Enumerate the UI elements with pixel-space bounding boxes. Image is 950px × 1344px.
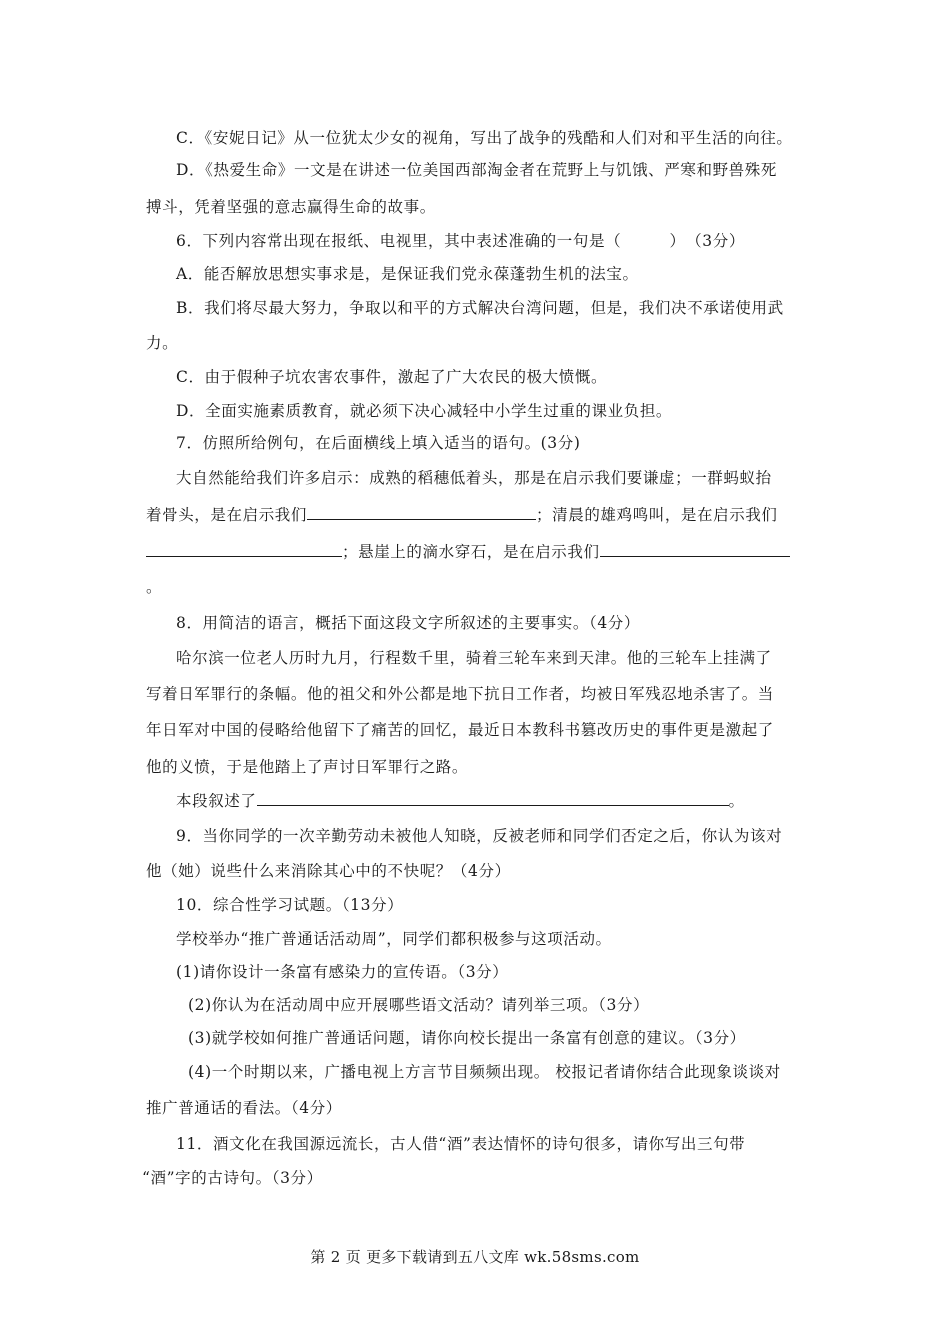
subquestion-10-1: (1)请你设计一条富有感染力的宣传语。（3分） xyxy=(176,963,509,981)
answer-8-line xyxy=(176,791,745,811)
option-5d-line2: 搏斗，凭着坚强的意志赢得生命的故事。 xyxy=(146,198,436,216)
passage-7-line3 xyxy=(146,542,790,562)
question-7: 7．仿照所给例句，在后面横线上填入适当的语句。(3分) xyxy=(176,434,581,452)
page-footer: 第 2 页 更多下载请到五八文库 wk.58sms.com xyxy=(310,1248,640,1266)
answer-8-prefix: 本段叙述了 xyxy=(176,792,257,810)
option-6d: D．全面实施素质教育，就必须下决心减轻中小学生过重的课业负担。 xyxy=(176,402,673,420)
passage-7-text: 着骨头，是在启示我们 xyxy=(146,506,308,524)
answer-blank[interactable] xyxy=(146,542,342,557)
passage-8-line4: 他的义愤，于是他踏上了声讨日军罪行之路。 xyxy=(146,758,469,776)
option-6c: C．由于假种子坑农害农事件，激起了广大农民的极大愤慨。 xyxy=(176,368,608,386)
subquestion-10-4-line1: (4)一个时期以来，广播电视上方言节目频频出现。 校报记者请你结合此现象谈谈对 xyxy=(188,1063,781,1081)
passage-8-line3: 年日军对中国的侵略给他留下了痛苦的回忆，最近日本教科书篡改历史的事件更是激起了 xyxy=(146,721,774,739)
option-5c: C．《安妮日记》从一位犹太少女的视角，写出了战争的残酷和人们对和平生活的向往。 xyxy=(176,129,793,147)
question-8: 8．用简洁的语言，概括下面这段文字所叙述的主要事实。（4分） xyxy=(176,614,640,632)
answer-blank[interactable] xyxy=(600,542,790,557)
option-6b-line1: B．我们将尽最大努力，争取以和平的方式解决台湾问题，但是，我们决不承诺使用武 xyxy=(176,299,784,317)
passage-7-line2 xyxy=(146,505,778,525)
passage-8-line2: 写着日军罪行的条幅。他的祖父和外公都是地下抗日工作者，均被日军残忍地杀害了。当 xyxy=(146,685,774,703)
option-6b-line2: 力。 xyxy=(146,334,179,352)
question-11-line2: “酒”字的古诗句。（3分） xyxy=(142,1169,323,1187)
answer-blank[interactable] xyxy=(257,791,729,806)
passage-10: 学校举办“推广普通话活动周”，同学们都积极参与这项活动。 xyxy=(176,930,612,948)
answer-blank[interactable] xyxy=(307,505,536,520)
question-6: 6．下列内容常出现在报纸、电视里，其中表述准确的一句是（ ） （3分） xyxy=(176,232,745,250)
option-6a: A．能否解放思想实事求是，是保证我们党永葆蓬勃生机的法宝。 xyxy=(176,265,639,283)
answer-8-suffix: 。 xyxy=(728,792,745,810)
passage-7-text: ；悬崖上的滴水穿石，是在启示我们 xyxy=(342,543,600,561)
passage-7-line1: 大自然能给我们许多启示：成熟的稻穗低着头，那是在启示我们要谦虚；一群蚂蚁抬 xyxy=(176,469,772,487)
passage-8-line1: 哈尔滨一位老人历时九月，行程数千里，骑着三轮车来到天津。他的三轮车上挂满了 xyxy=(176,649,772,667)
passage-7-text: ；清晨的雄鸡鸣叫，是在启示我们 xyxy=(536,506,778,524)
subquestion-10-2: (2)你认为在活动周中应开展哪些语文活动？请列举三项。（3分） xyxy=(188,996,650,1014)
subquestion-10-4-line2: 推广普通话的看法。（4分） xyxy=(146,1099,342,1117)
question-11-line1: 11．酒文化在我国源远流长，古人借“酒”表达情怀的诗句很多，请你写出三句带 xyxy=(176,1135,746,1153)
option-5d-line1: D．《热爱生命》一文是在讲述一位美国西部淘金者在荒野上与饥饿、严寒和野兽殊死 xyxy=(176,161,777,179)
subquestion-10-3: (3)就学校如何推广普通话问题，请你向校长提出一条富有创意的建议。（3分） xyxy=(188,1029,746,1047)
passage-7-line4: 。 xyxy=(146,578,163,596)
question-9-line2: 他（她）说些什么来消除其心中的不快呢？（4分） xyxy=(146,862,511,880)
question-10: 10．综合性学习试题。（13分） xyxy=(176,896,404,914)
question-9-line1: 9．当你同学的一次辛勤劳动未被他人知晓，反被老师和同学们否定之后，你认为该对 xyxy=(176,827,783,845)
